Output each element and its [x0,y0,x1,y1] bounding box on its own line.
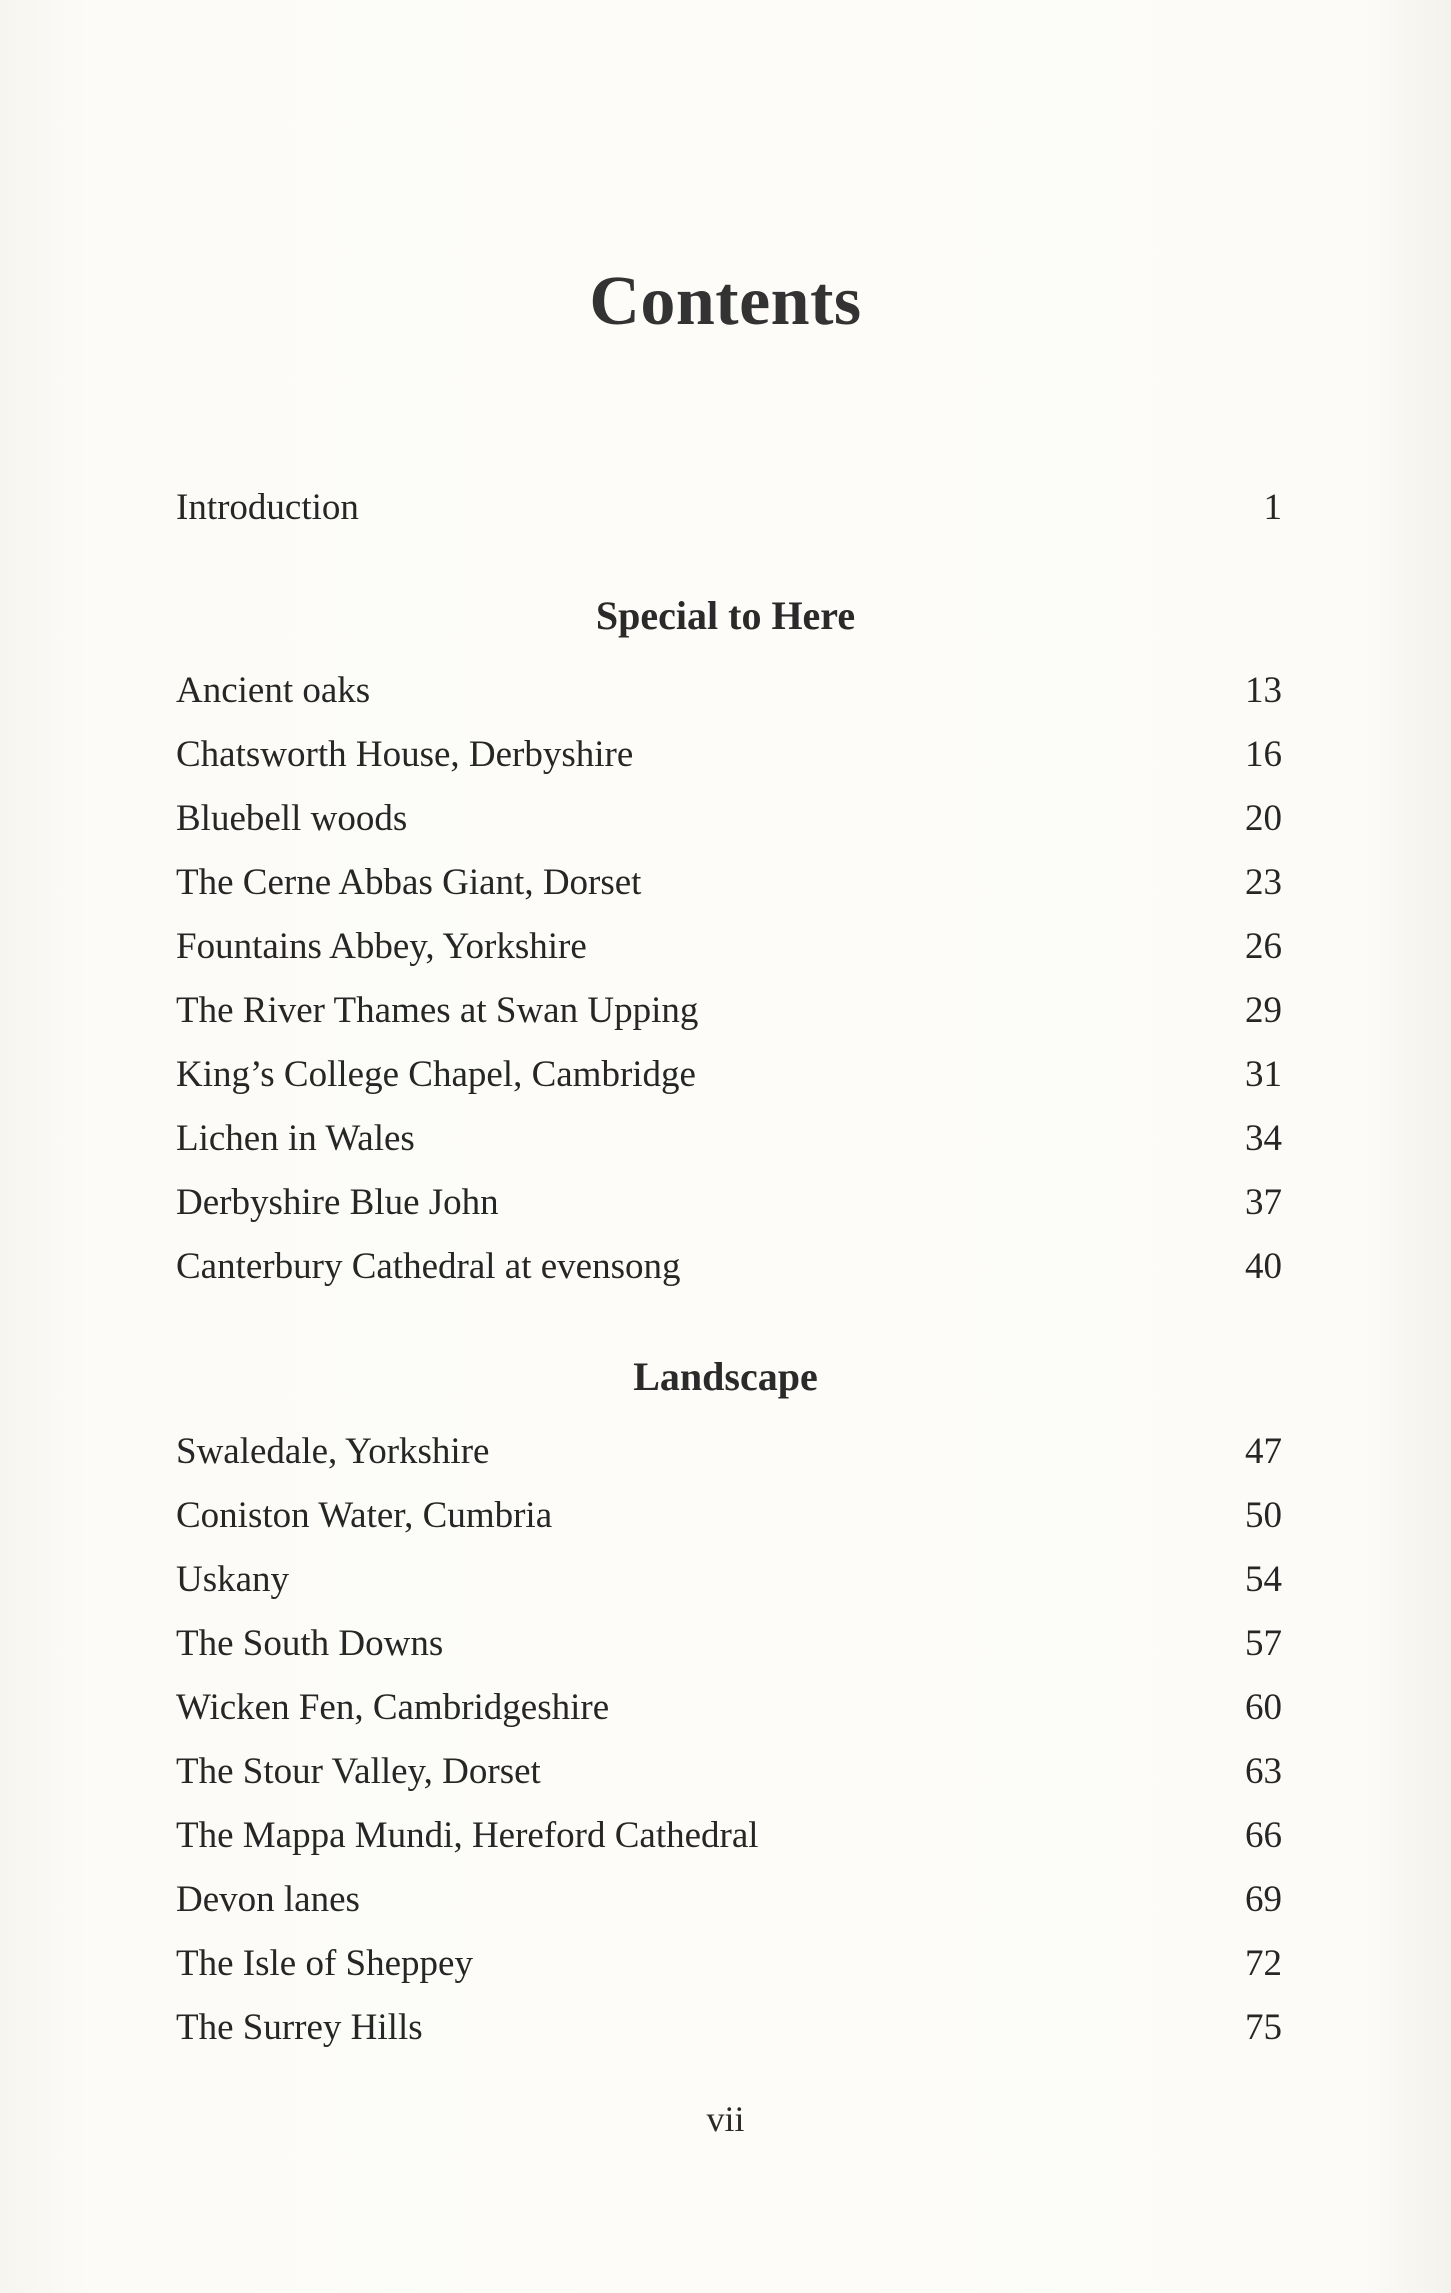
entry-page-number: 29 [1245,990,1282,1031]
entry-title: The Isle of Sheppey [176,1943,473,1984]
toc-entry [176,1746,1282,1810]
entry-page-number: 31 [1245,1054,1282,1095]
toc-entry [176,921,1282,985]
toc-list-landscape [176,1426,1282,2066]
toc-entry [176,1938,1282,2002]
toc-entry [176,793,1282,857]
toc-entry [176,729,1282,793]
entry-title: King’s College Chapel, Cambridge [176,1054,696,1095]
toc-entry [176,1241,1282,1305]
toc-entry [176,985,1282,1049]
entry-title: Bluebell woods [176,798,408,839]
entry-page-number: 47 [1245,1431,1282,1472]
entry-page-number: 16 [1245,734,1282,775]
entry-title: The Mappa Mundi, Hereford Cathedral [176,1815,759,1856]
entry-title: Ancient oaks [176,670,371,711]
entry-page-number: 1 [1263,487,1282,528]
entry-page-number: 37 [1245,1182,1282,1223]
entry-page-number: 66 [1245,1815,1282,1856]
toc-entry [176,1810,1282,1874]
entry-title: Uskany [176,1559,290,1600]
toc-entry [176,1426,1282,1490]
entry-title: Devon lanes [176,1879,360,1920]
entry-page-number: 54 [1245,1559,1282,1600]
entry-page-number: 72 [1245,1943,1282,1984]
entry-page-number: 26 [1245,926,1282,967]
entry-title: The Stour Valley, Dorset [176,1751,541,1792]
entry-page-number: 40 [1245,1246,1282,1287]
entry-title: The Cerne Abbas Giant, Dorset [176,862,642,903]
entry-title: Chatsworth House, Derbyshire [176,734,634,775]
entry-title: Fountains Abbey, Yorkshire [176,926,587,967]
entry-page-number: 20 [1245,798,1282,839]
entry-page-number: 57 [1245,1623,1282,1664]
page-title: Contents [589,263,862,340]
toc-entry [176,1874,1282,1938]
toc-entry [176,1113,1282,1177]
entry-page-number: 75 [1245,2007,1282,2048]
entry-title: The South Downs [176,1623,444,1664]
toc-entry [176,857,1282,921]
section-heading-special-to-here: Special to Here [595,593,856,638]
toc-entry [176,1049,1282,1113]
toc-entry [176,1554,1282,1618]
toc-entry [176,1490,1282,1554]
entry-title: The River Thames at Swan Upping [176,990,699,1031]
entry-title: Introduction [176,487,359,528]
toc-entry [176,1682,1282,1746]
entry-page-number: 63 [1245,1751,1282,1792]
entry-title: Coniston Water, Cumbria [176,1495,553,1536]
entry-title: Lichen in Wales [176,1118,415,1159]
toc-list-special-to-here [176,665,1282,1305]
section-heading-landscape: Landscape [633,1354,818,1399]
toc-entry [176,1177,1282,1241]
toc-entry [176,665,1282,729]
entry-page-number: 50 [1245,1495,1282,1536]
entry-page-number: 34 [1245,1118,1282,1159]
toc-entry-introduction [176,482,1282,534]
entry-title: The Surrey Hills [176,2007,423,2048]
entry-page-number: 60 [1245,1687,1282,1728]
page-folio: vii [706,2099,745,2139]
entry-title: Canterbury Cathedral at evensong [176,1246,681,1287]
entry-title: Swaledale, Yorkshire [176,1431,490,1472]
toc-entry [176,2002,1282,2066]
entry-title: Wicken Fen, Cambridgeshire [176,1687,610,1728]
entry-page-number: 69 [1245,1879,1282,1920]
toc-entry [176,1618,1282,1682]
entry-page-number: 13 [1245,670,1282,711]
entry-page-number: 23 [1245,862,1282,903]
entry-title: Derbyshire Blue John [176,1182,499,1223]
